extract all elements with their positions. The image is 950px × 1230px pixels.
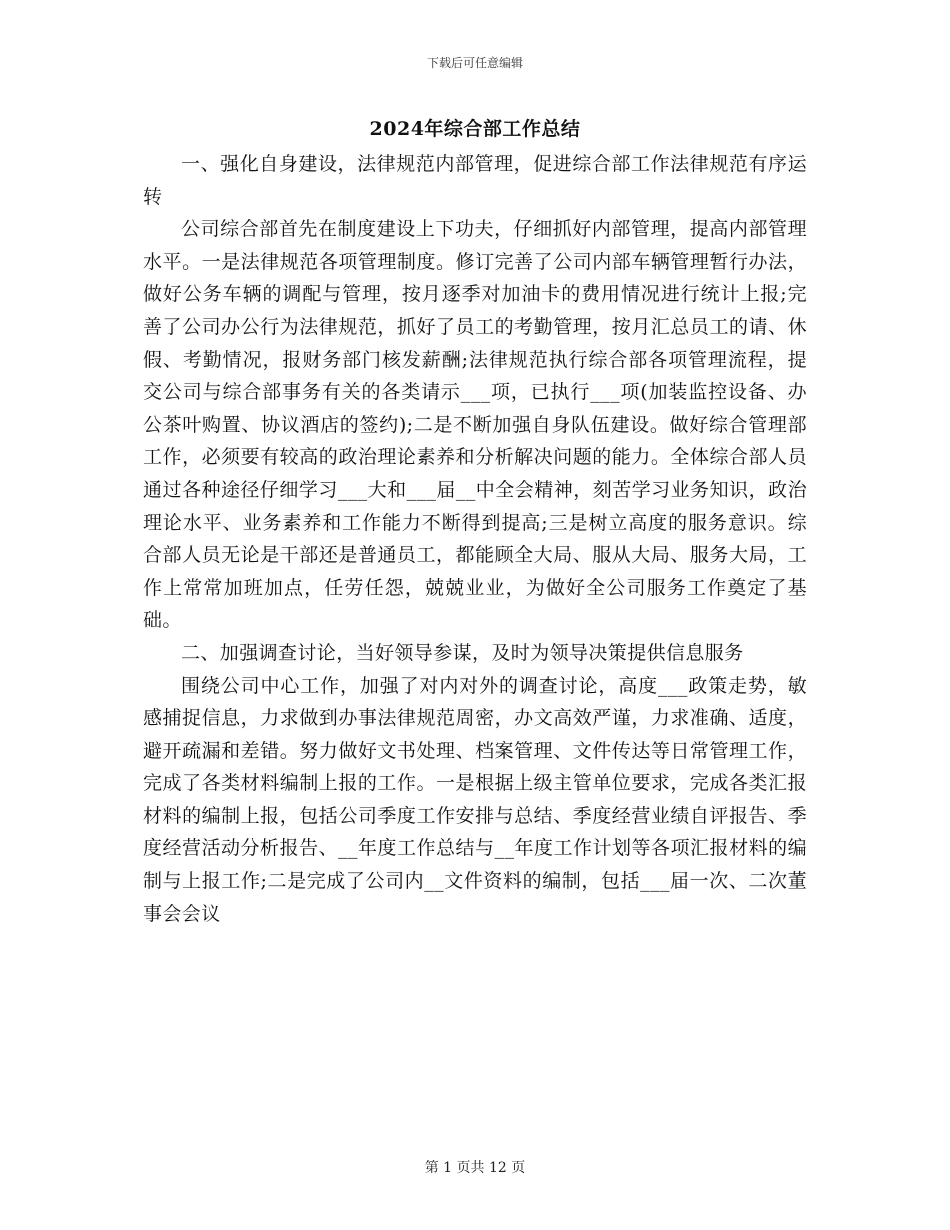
document-body	[143, 148, 807, 930]
section-heading-1: 一、强化自身建设，法律规范内部管理，促进综合部工作法律规范有序运转	[143, 153, 807, 208]
header-note: 下载后可任意编辑	[426, 56, 523, 70]
body-paragraph-1: 公司综合部首先在制度建设上下功夫，仔细抓好内部管理，提高内部管理水平。一是法律规范各项管理制度。修订完善了公司内部车辆管理暂行办法，做好公务车辆的调配与管理，按月逐季对加油卡的费用情况进行统计上报;完善了公司办公行为法律规范，抓好了员工的考勤管理，按月汇总员工的请、休假、考勤情况，报财务部门核发薪酬;法律规范执行综合部各项管理流程，提交公司与综合部事务有关的各类请示___项，已执行___项(加装监控设备、办公茶叶购置、协议酒店的签约);二是不断加强自身队伍建设。做好综合管理部工作，必须要有较高的政治理论素养和分析解决问题的能力。全体综合部人员通过各种途径仔细学习___大和___届__中全会精神，刻苦学习业务知识，政治理论水平、业务素养和工作能力不断得到提高;三是树立高度的服务意识。综合部人员无论是干部还是普通员工，都能顾全大局、服从大局、服务大局，工作上常常加班加点，任劳任怨，兢兢业业，为做好全公司服务工作奠定了基础。	[143, 218, 807, 632]
body-paragraph-2: 围绕公司中心工作，加强了对内对外的调查讨论，高度___政策走势，敏感捕捉信息，力求做到办事法律规范周密，办文高效严谨，力求准确、适度，避开疏漏和差错。努力做好文书处理、档案管理、文件传达等日常管理工作，完成了各类材料编制上报的工作。一是根据上级主管单位要求，完成各类汇报材料的编制上报，包括公司季度工作安排与总结、季度经营业绩自评报告、季度经营活动分析报告、__年度工作总结与__年度工作计划等各项汇报材料的编制与上报工作;二是完成了公司内__文件资料的编制，包括___届一次、二次董事会会议	[143, 674, 807, 925]
document-title: 2024年综合部工作总结	[369, 118, 581, 140]
section-heading-2: 二、加强调查讨论，当好领导参谋，及时为领导决策提供信息服务	[181, 641, 744, 664]
page-number: 第 1 页共 12 页	[424, 1160, 526, 1176]
